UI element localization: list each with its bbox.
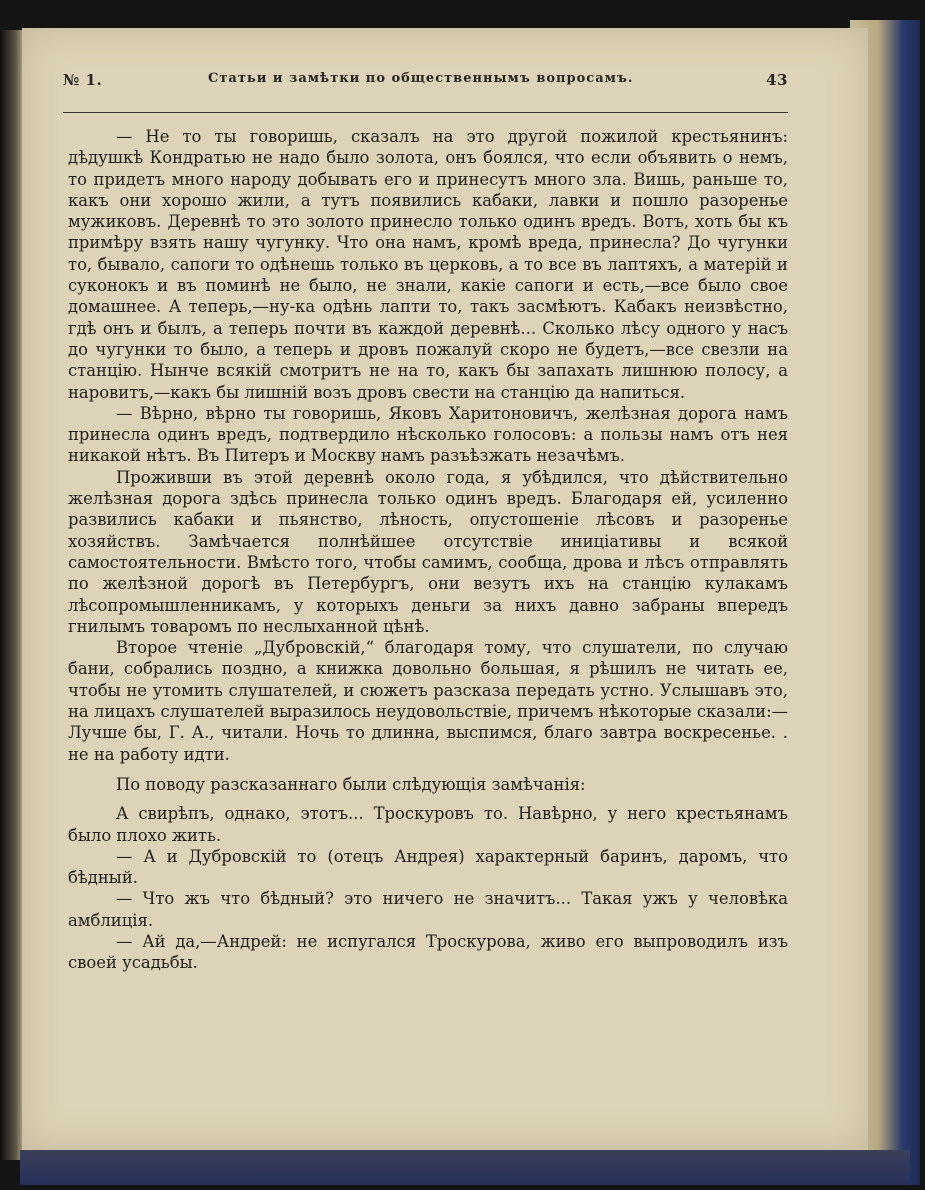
paragraph: — Не то ты говоришь, сказалъ на это другой пожилой крестьянинъ: дѣдушкѣ Кондратью не надо было золота, онъ боялся, что если объявить о немъ, то придетъ много народу добывать его и принесутъ много зла. Вишь, раньше то, какъ они хорошо жили, а тутъ появились кабаки, лавки и пошло разоренье мужиковъ. Деревнѣ то это золото принесло только одинъ вредъ. Вотъ, хоть бы къ примѣру взять нашу чугунку. Что она намъ, кромѣ вреда, принесла? До чугунки то, бывало, сапоги то одѣнешь только въ церковь, а то все въ лаптяхъ, а матерій и суконокъ и въ поминѣ не было, не знали, какіе сапоги и есть,—все было свое домашнее. А теперь,—ну-ка одѣнь лапти то, такъ засмѣютъ. Кабакъ неизвѣстно, гдѣ онъ и былъ, а теперь почти въ каждой деревнѣ... Сколько лѣсу одного у насъ до чугунки то было, а теперь и дровъ пожалуй скоро не будетъ,—все свезли на станцію. Нынче всякій смотритъ не на то, какъ бы запахать лишнюю полосу, а наровитъ,—какъ бы лишній возъ дровъ свести на станцію да напиться. (68, 127, 788, 402)
paragraph: А свирѣпъ, однако, этотъ... Троскуровъ то. Навѣрно, у него крестьянамъ было плохо жить. (68, 804, 788, 845)
section-title: Статьи и замѣтки по общественнымъ вопросамъ. (208, 71, 634, 86)
book-cover-bottom (20, 1150, 910, 1185)
paragraph: — А и Дубровскій то (отецъ Андрея) характерный баринъ, даромъ, что бѣдный. (68, 846, 788, 888)
paragraph: По поводу разсказаннаго были слѣдующія замѣчанія: (116, 774, 586, 794)
paragraph: — Вѣрно, вѣрно ты говоришь, Яковъ Харитоновичъ, желѣзная дорога намъ принесла одинъ вредъ, подтвердило нѣсколько голосовъ: а пользы намъ отъ нея никакой нѣтъ. Въ Питеръ и Москву намъ разъѣзжать незачѣмъ. (68, 403, 788, 466)
paragraph: — Ай да,—Андрей: не испугался Троскурова, живо его выпроводилъ изъ своей усадьбы. (68, 931, 788, 973)
paragraph: Проживши въ этой деревнѣ около года, я убѣдился, что дѣйствительно желѣзная дорога здѣсь принесла только одинъ вредъ. Благодаря ей, усиленно развились кабаки и пьянство, лѣность, опустошеніе лѣсовъ и разоренье хозяйствъ. Замѣчается полнѣйшее отсутствіе иниціативы и всякой самостоятельности. Вмѣсто того, чтобы самимъ, сообща, дрова и лѣсъ отправлять по желѣзной дорогѣ въ Петербургъ, они везутъ ихъ на станцію кулакамъ лѣсопромышленникамъ, у которыхъ деньги за нихъ давно забраны впередъ гнилымъ товаромъ по неслыханной цѣнѣ. (68, 467, 788, 636)
paragraph: Второе чтеніе „Дубровскій,“ благодаря тому, что слушатели, по случаю бани, собрались поздно, а книжка довольно большая, я рѣшилъ не читать ее, чтобы не утомить слушателей, и сюжетъ разсказа передать устно. Услышавъ это, на лицахъ слушателей выразилось неудовольствіе, причемъ нѣкоторые сказали:—Лучше бы, Г. А., читали. Ночь то длинна, выспимся, благо завтра воскресенье. . не на работу идти. (68, 638, 788, 764)
header-rule (63, 112, 788, 113)
page-number: 43 (766, 71, 788, 89)
paragraph: — Что жъ что бѣдный? это ничего не значитъ... Такая ужъ у человѣка амблиція. (68, 889, 788, 930)
issue-number: № 1. (63, 71, 103, 89)
page-body (68, 126, 788, 974)
running-header (63, 63, 788, 103)
